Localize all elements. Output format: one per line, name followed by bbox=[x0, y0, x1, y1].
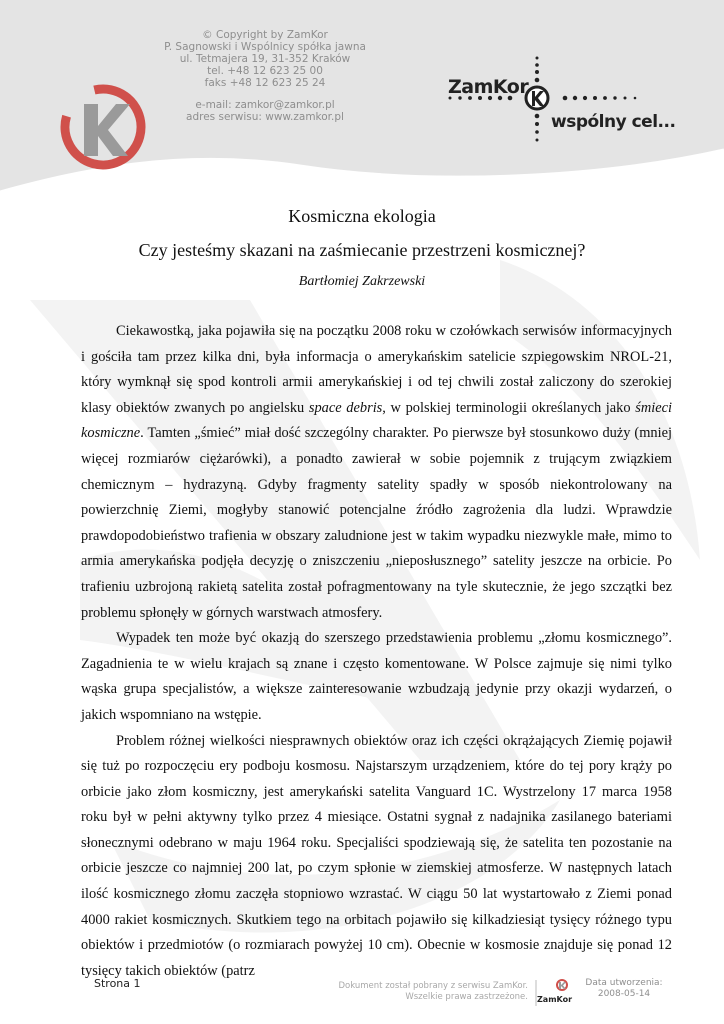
copyright-text: © Copyright by ZamKor bbox=[202, 29, 328, 41]
brand-slogan: wspólny cel... bbox=[551, 112, 676, 132]
article-author: Bartłomiej Zakrzewski bbox=[298, 274, 426, 289]
page-number: Strona 1 bbox=[94, 977, 141, 990]
footer-logo-text: ZamKor bbox=[537, 995, 573, 1004]
paragraph-2: Wypadek ten może być okazją do szerszego przedstawienia problemu „złomu kosmicznego”. Zagadnienia te w wielu krajach są znane i często komentowane. W Polsce zajmuje się nimi tylko wąska grupa specjalistów, a większe zainteresowanie wzbudzają jedynie przy okazji wydarzeń, o jakich wspomniano na wstępie. bbox=[81, 630, 672, 723]
company-name: P. Sagnowski i Wspólnicy spółka jawna bbox=[164, 41, 366, 53]
creation-date-label: Data utworzenia: bbox=[585, 978, 663, 988]
paragraph-3: Problem różnej wielkości niesprawnych obiektów oraz ich części okrążających Ziemię pojawił się tuż po rozpoczęciu ery podboju kosmosu. Najstarszym urządzeniem, które do tej pory krąży po orbicie jako złom kosmiczny, jest amerykański satelita Vanguard 1C. Wystrzelony 17 marca 1958 roku był w pełni aktywny tylko przez 4 miesiące. Ostatni sygnał z nadajnika zasilanego bateriami słonecznymi odebrano w maju 1964 roku. Specjaliści spodziewają się, że satelita ten pozostanie na orbicie jeszcze co najmniej 200 lat, po czym spłonie w ziemskiej atmosferze. W następnych latach ilość kosmicznego złomu zaczęła stopniowo wzrastać. W ciągu 50 lat wystartowało z Ziemi ponad 4000 rakiet kosmicznych. Skutkiem tego na orbitach pojawiło się kilkadziesiąt tysięcy różnego typu obiektów i przedmiotów (o rozmiarach powyżej 10 cm). Obecnie w kosmosie znajduje się ponad 12 tysięcy takich obiektów (patrz bbox=[81, 732, 672, 979]
article-subtitle: Czy jesteśmy skazani na zaśmiecanie przestrzeni kosmicznej? bbox=[138, 240, 586, 260]
zamkor-emblem-logo bbox=[58, 82, 148, 172]
company-address: ul. Tetmajera 19, 31-352 Kraków bbox=[179, 53, 351, 65]
company-website: adres serwisu: www.zamkor.pl bbox=[186, 111, 344, 123]
company-phone: tel. +48 12 623 25 00 bbox=[207, 65, 323, 77]
creation-date-value: 2008-05-14 bbox=[597, 989, 651, 999]
creation-date bbox=[580, 978, 668, 1000]
publisher-contact-block bbox=[150, 29, 380, 123]
company-fax: faks +48 12 623 25 24 bbox=[204, 77, 326, 89]
company-email: e-mail: zamkor@zamkor.pl bbox=[195, 99, 335, 111]
article-title: Kosmiczna ekologia bbox=[288, 206, 436, 226]
footer-copyright-note: Dokument został pobrany z serwisu ZamKor. Wszelkie prawa zastrzeżone. bbox=[338, 981, 528, 1002]
brand-dots-icon bbox=[440, 50, 670, 150]
article-body bbox=[81, 319, 672, 984]
brand-name: ZamKor bbox=[448, 76, 529, 98]
paragraph-1: Ciekawostką, jaka pojawiła się na początku 2008 roku w czołówkach serwisów informacyjnych i gościła tam przez kilka dni, była informacja o amerykańskim satelicie szpiegowskim NROL-21, który wymknął się spod kontroli armii amerykańskiej i od tej chwili został zaliczony do szerokiej klasy obiektów zwanych po angielsku space debris, w polskiej terminologii określanych jako śmieci kosmiczne. Tamten „śmieć” miał dość szczególny charakter. Po pierwsze był stosunkowo duży (mniej więcej rozmiarów ciężarówki), a ponadto zawierał w sobie pojemnik z trującym związkiem chemicznym – hydrazyną. Gdyby fragmenty satelity spadły w sposób niekontrolowany na powierzchnię Ziemi, mogłyby stanowić potencjalne źródło zagrożenia dla ludzi. Wprawdzie prawdopodobieństwo trafienia w obszary zaludnione jest w takim wypadku niezwykle małe, mimo to armia amerykańska podjęła decyzję o zniszczeniu „nieposłusznego” satelity jeszcze na orbicie. Po trafieniu uzbrojoną rakietą satelita został pofragmentowany na tyle skutecznie, że jego szczątki bez problemu spłonęły w górnych warstwach atmosfery. bbox=[81, 323, 672, 621]
